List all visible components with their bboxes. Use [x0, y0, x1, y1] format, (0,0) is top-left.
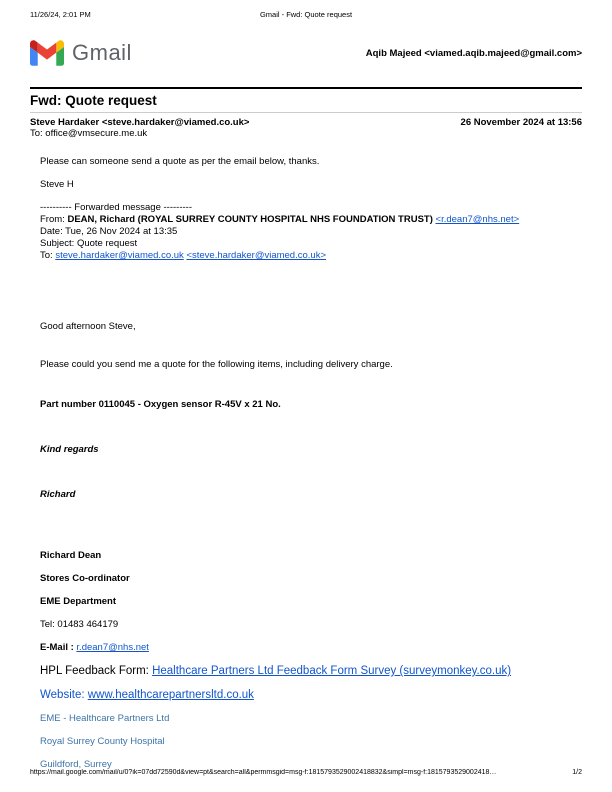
page-indicator: 1/2	[572, 769, 582, 776]
forwarded-divider: ---------- Forwarded message ---------	[40, 202, 192, 213]
gmail-header	[30, 40, 582, 66]
sender-name-email: Steve Hardaker <steve.hardaker@viamed.co.uk>	[30, 117, 250, 128]
signature-email-label: E-Mail :	[40, 642, 74, 653]
forwarded-to-line	[40, 250, 582, 262]
request-line: Please could you send me a quote for the following items, including delivery charge.	[40, 359, 393, 370]
forwarded-from-line	[40, 214, 582, 226]
feedback-form-line	[40, 664, 582, 678]
gmail-m-icon	[30, 40, 64, 66]
forwarded-message-header	[40, 202, 582, 262]
feedback-form-label: HPL Feedback Form:	[40, 665, 149, 677]
signature-department: EME Department	[40, 596, 117, 607]
forwarded-date-line: Date: Tue, 26 Nov 2024 at 13:35	[40, 226, 178, 237]
forwarded-to-link-2[interactable]: <steve.hardaker@viamed.co.uk>	[186, 250, 326, 261]
sender-row	[30, 117, 582, 128]
forwarded-to-label: To:	[40, 250, 53, 261]
website-line	[40, 688, 582, 702]
regards-line: Kind regards	[40, 444, 99, 455]
greeting-line: Good afternoon Steve,	[40, 321, 136, 332]
print-meta-row	[30, 10, 582, 19]
account-identity: Aqib Majeed <viamed.aqib.majeed@gmail.com>	[365, 47, 582, 59]
forwarded-from-name: DEAN, Richard (ROYAL SURREY COUNTY HOSPITAL NHS FOUNDATION TRUST)	[67, 214, 433, 225]
subject-divider-bottom	[30, 112, 582, 113]
email-body	[40, 152, 582, 771]
part-number-line: Part number 0110045 - Oxygen sensor R-45V x 21 No.	[40, 399, 281, 410]
org-hospital-line: Royal Surrey County Hospital	[40, 736, 165, 747]
feedback-form-link[interactable]: Healthcare Partners Ltd Feedback Form Survey (surveymonkey.co.uk)	[152, 665, 512, 677]
forwarded-from-email-link[interactable]: <r.dean7@nhs.net>	[435, 214, 520, 225]
intro-paragraph: Please can someone send a quote as per the email below, thanks.	[40, 156, 320, 167]
website-link[interactable]: www.healthcarepartnersltd.co.uk	[87, 689, 254, 701]
signature-email-line	[40, 642, 582, 654]
signature-title: Stores Co-ordinator	[40, 573, 130, 584]
print-footer	[30, 769, 582, 776]
website-label: Website:	[40, 689, 85, 701]
signature-name: Richard Dean	[40, 550, 102, 561]
footer-url: https://mail.google.com/mail/u/0?ik=07dd72590d&view=pt&search=all&permmsgid=msg-f:1815793529002418832&simpl=msg-f:1815793529002418…	[30, 769, 497, 776]
print-title: Gmail - Fwd: Quote request	[259, 10, 353, 19]
subject-divider-top	[30, 87, 582, 89]
received-date: 26 November 2024 at 13:56	[460, 117, 582, 128]
gmail-logo-text: Gmail	[72, 40, 132, 65]
org-location-line: Guildford, Surrey	[40, 759, 112, 770]
email-subject: Fwd: Quote request	[30, 93, 157, 108]
signature-telephone: Tel: 01483 464179	[40, 619, 119, 630]
recipient-line: To: office@vmsecure.me.uk	[30, 128, 148, 139]
org-company-line: EME - Healthcare Partners Ltd	[40, 713, 170, 724]
forwarded-subject-line: Subject: Quote request	[40, 238, 138, 249]
print-datetime: 11/26/24, 2:01 PM	[30, 10, 91, 19]
forwarded-to-link-1[interactable]: steve.hardaker@viamed.co.uk	[55, 250, 184, 261]
intro-signoff: Steve H	[40, 179, 74, 190]
forwarded-from-label: From:	[40, 214, 65, 225]
gmail-logo	[30, 40, 132, 66]
signoff-name: Richard	[40, 489, 76, 500]
signature-email-link[interactable]: r.dean7@nhs.net	[76, 642, 149, 653]
